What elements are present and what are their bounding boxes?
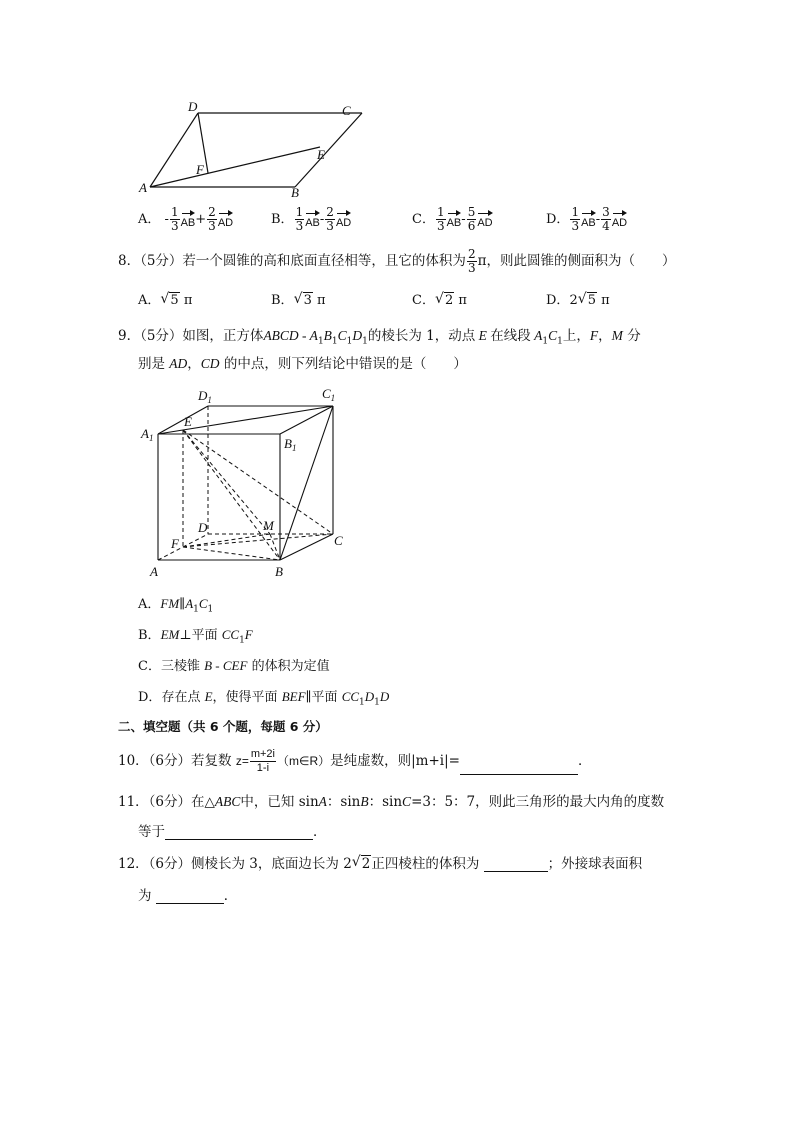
q7-option-d[interactable]: D． $\frac{1}{3}$ AB- $\frac{3}{4}$ AD	[546, 205, 628, 233]
cube-label-D: D	[198, 520, 208, 535]
q9-option-a[interactable]: A．$FM\parallel A_1C_1$	[138, 596, 214, 615]
cube-label-B1: $B_1$	[284, 436, 297, 453]
label-B: B	[291, 185, 299, 200]
q12-line1: 12．（6分）侧棱长为 3，底面边长为 2√ 2正四棱柱的体积为 ；外接球表面积	[118, 852, 642, 872]
section-title: 二、填空题（共 6 个题，每题 6 分）	[118, 719, 328, 734]
q12-volume-blank[interactable]	[484, 871, 548, 872]
label-D: D	[188, 99, 198, 114]
q11-line2: 等于 ．	[138, 824, 327, 840]
cube-label-C: C	[334, 533, 343, 548]
q8-stem: 8．（5分）若一个圆锥的高和底面直径相等，且它的体积为 $\frac{2}{3}$ π，则此圆锥的侧面积为（ ）	[118, 247, 676, 275]
q11-answer-blank[interactable]	[165, 839, 313, 840]
q8-option-d[interactable]: D．2√ 5 π	[546, 289, 610, 308]
q7-option-b[interactable]: B． $\frac{1}{3}$ AB- $\frac{2}{3}$ AD	[271, 205, 352, 233]
cube-label-F: F	[171, 536, 179, 551]
q12-area-blank[interactable]	[156, 903, 224, 904]
cube-label-E: E	[184, 414, 192, 429]
q7-option-a[interactable]: A． - $\frac{1}{3}$ AB+ $\frac{2}{3}$ AD	[138, 205, 234, 233]
q9-option-b[interactable]: B．EM⊥平面 $CC_1F$	[138, 627, 253, 646]
q12-line2: 为 ．	[138, 888, 238, 904]
q10-answer-blank[interactable]	[460, 774, 578, 775]
q9-option-c[interactable]: C．三棱锥 B - CEF 的体积为定值	[138, 658, 330, 674]
label-F: F	[196, 162, 204, 177]
q8-option-a[interactable]: A．√ 5 π	[138, 289, 192, 308]
cube-label-D1: $D_1$	[198, 388, 212, 405]
q8-option-b[interactable]: B．√ 3 π	[271, 289, 326, 308]
q9-option-d[interactable]: D．存在点 E，使得平面 BEF∥平面 $CC_1D_1D$	[138, 689, 390, 708]
cube-figure	[138, 382, 353, 580]
q8-option-c[interactable]: C．√ 2 π	[412, 289, 467, 308]
q10: 10．（6分）若复数 z= $\frac{m+2i}{1-i}$ （m∈R）是纯虚数，则|m+i|= ．	[118, 748, 592, 774]
cube-label-M: M	[263, 518, 274, 533]
label-A: A	[139, 180, 147, 195]
parallelogram-figure	[130, 95, 370, 200]
cube-label-C1: $C_1$	[322, 386, 336, 403]
label-E: E	[317, 147, 325, 162]
label-C: C	[342, 103, 351, 118]
q9-stem-line1: 9．（5分）如图，正方体ABCD - $A_1B_1C_1D_1$的棱长为 1，动点 E 在线段 $A_1C_1$上，F，M 分	[118, 328, 641, 347]
q11-line1: 11．（6分）在△ABC中，已知 sinA：sinB：sinC=3：5：7，则此三角形的最大内角的度数	[118, 794, 665, 810]
cube-label-A1: $A_1$	[141, 426, 154, 443]
q9-stem-line2: 别是 AD，CD 的中点，则下列结论中错误的是（ ）	[138, 356, 467, 372]
cube-label-B: B	[275, 564, 283, 579]
cube-label-A: A	[150, 564, 158, 579]
q7-option-c[interactable]: C． $\frac{1}{3}$ AB- $\frac{5}{6}$ AD	[412, 205, 493, 233]
